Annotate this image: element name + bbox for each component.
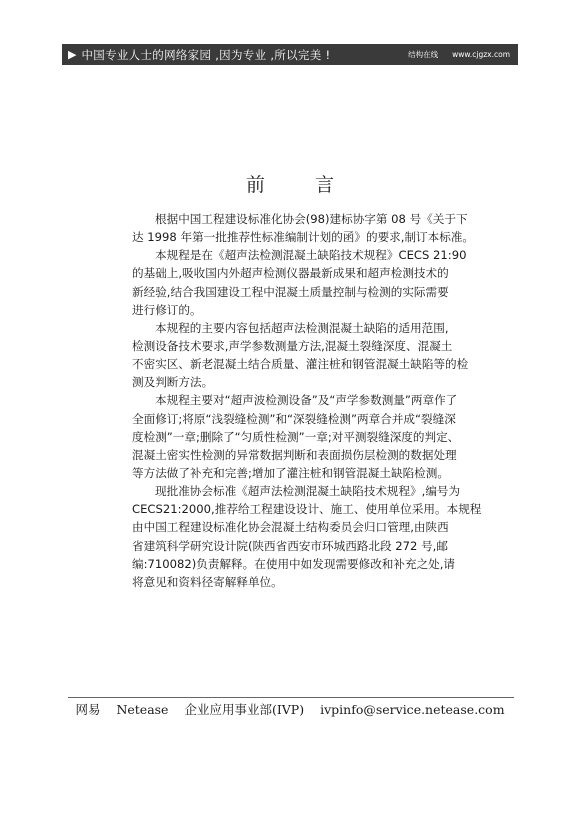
footer-email-link[interactable]: ivpinfo@service.netease.com [320,702,505,717]
text-line: 省建筑科学研究设计院(陕西省西安市环城西路北段 272 号,邮 [132,538,448,553]
text-line: 将意见和资料径寄解释单位。 [132,574,283,589]
text-line: 由中国工程建设标准化协会混凝土结构委员会归口管理,由陕西 [132,520,449,535]
text-line: 本规程是在《超声法检测混凝土缺陷技术规程》CECS 21:90 [155,248,467,263]
text-line: 检测设备技术要求,声学参数测量方法,混凝土裂缝深度、混凝土 [132,338,453,353]
header-slogan: 中国专业人士的网络家园 ,因为专业 ,所以完美 ! [81,47,331,62]
text-line: 度检测”一章;删除了“匀质性检测”一章;对平测裂缝深度的判定、 [132,429,460,444]
footer-division: 企业应用事业部(IVP) [184,702,305,717]
header-banner [62,44,518,65]
footer-divider [68,697,514,698]
text-line: 不密实区、新老混凝土结合质量、灌注桩和钢管混凝土缺陷等的检 [132,357,469,372]
footer-provider: 网易 [75,702,101,717]
text-line: CECS21:2000,推荐给工程建设设计、施工、使用单位采用。本规程 [132,502,482,517]
text-line: 的基础上,吸收国内外超声检测仪器最新成果和超声检测技术的 [132,266,449,281]
text-line: 新经验,结合我国建设工程中混凝土质量控制与检测的实际需要 [132,284,449,299]
text-line: 根据中国工程建设标准化协会(98)建标协字第 08 号《关于下 [155,212,468,226]
text-line: 测及判断方法。 [132,375,214,390]
text-line: 现批准协会标准《超声法检测混凝土缺陷技术规程》,编号为 [155,484,461,499]
text-line: 达 1998 年第一批推荐性标准编制计划的函》的要求,制订本标准。 [132,230,475,245]
site-url-link[interactable]: www.cjgzx.com [452,50,510,59]
text-line: 等方法做了补充和完善;增加了灌注桩和钢管混凝土缺陷检测。 [132,465,449,480]
page-footer [0,700,580,718]
text-line: 进行修订的。 [132,302,202,317]
right-triangle-icon: ▶ [68,48,77,61]
text-line: 本规程的主要内容包括超声法检测混凝土缺陷的适用范围, [155,320,449,335]
text-line: 混凝土密实性检测的异常数据判断和表面损伤层检测的数据处理 [132,447,457,462]
text-line: 全面修订;将原“浅裂缝检测”和“深裂缝检测”两章合并成“裂缝深 [132,411,456,426]
text-line: 本规程主要对“超声波检测设备”及“声学参数测量”两章作了 [155,393,458,408]
site-name-link[interactable]: 结构在线 [408,50,439,59]
page-title: 前 言 [245,174,357,196]
footer-provider-en: Netease [116,702,169,717]
document-body [132,210,482,591]
text-line: 编:710082)负责解释。在使用中如发现需要修改和补充之处,请 [132,556,456,571]
